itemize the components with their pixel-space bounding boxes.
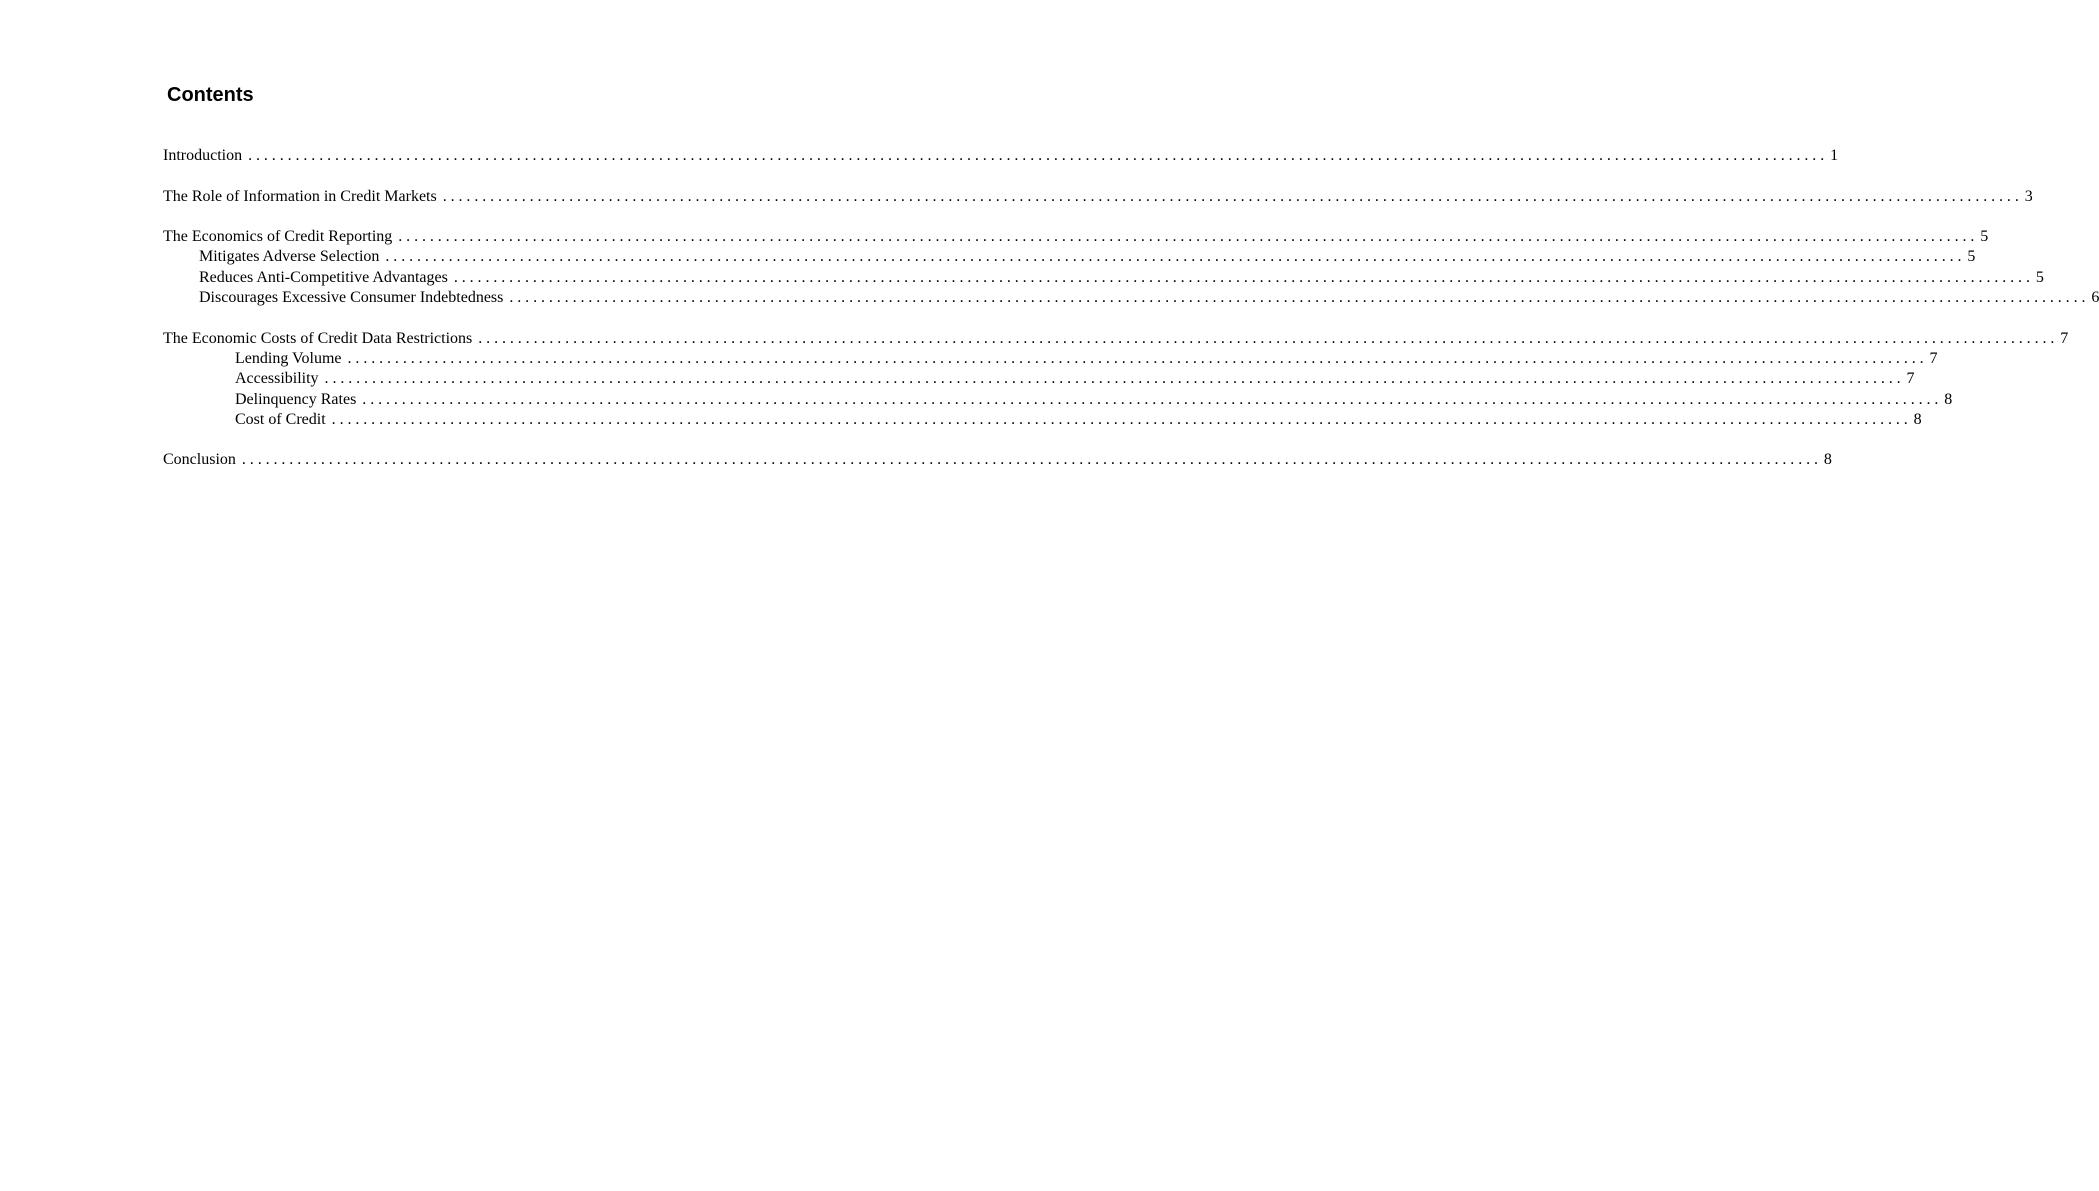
contents-heading: Contents xyxy=(167,84,254,106)
toc-entry-title: Reduces Anti-Competitive Advantages xyxy=(199,268,448,286)
toc-entry-title: The Economic Costs of Credit Data Restrictions xyxy=(163,329,473,347)
toc-entry-title: The Role of Information in Credit Markets xyxy=(163,187,437,205)
toc-entry-page: 7 xyxy=(2060,329,2069,347)
dot-leader: ........................................................................................................................................................................................................ xyxy=(362,390,1943,408)
toc-entry-title: Introduction xyxy=(163,147,243,164)
table-of-contents xyxy=(163,146,2099,471)
dot-leader: ........................................................................................................................................................................................................ xyxy=(347,349,1928,367)
dot-leader: ........................................................................................................................................................................................................ xyxy=(453,268,2034,286)
toc-entry-economics-of-credit-reporting[interactable] xyxy=(163,227,1989,247)
dot-leader: ........................................................................................................................................................................................................ xyxy=(248,147,1829,164)
toc-entry-title: Mitigates Adverse Selection xyxy=(199,248,380,266)
toc-entry-introduction[interactable] xyxy=(163,146,1839,166)
toc-entry-conclusion[interactable] xyxy=(163,450,1832,470)
dot-leader: ........................................................................................................................................................................................................ xyxy=(241,451,1822,469)
toc-entry-page: 1 xyxy=(1830,147,1839,164)
dot-leader: ........................................................................................................................................................................................................ xyxy=(398,228,1979,246)
toc-entry-title: Cost of Credit xyxy=(235,410,326,428)
toc-entry-lending-volume[interactable] xyxy=(163,349,1938,369)
dot-leader: ........................................................................................................................................................................................................ xyxy=(324,370,1905,388)
toc-entry-delinquency-rates[interactable] xyxy=(163,390,1953,410)
toc-entry-title: Delinquency Rates xyxy=(235,390,357,408)
dot-leader: ........................................................................................................................................................................................................ xyxy=(385,248,1966,266)
toc-entry-title: Discourages Excessive Consumer Indebtedness xyxy=(199,289,504,307)
toc-entry-page: 7 xyxy=(1929,349,1938,367)
toc-entry-cost-of-credit[interactable] xyxy=(163,410,1922,430)
toc-entry-economic-costs[interactable] xyxy=(163,329,2069,349)
dot-leader: ........................................................................................................................................................................................................ xyxy=(509,289,2090,307)
toc-entry-page: 8 xyxy=(1823,451,1832,469)
toc-entry-page: 7 xyxy=(1906,370,1915,388)
toc-entry-accessibility[interactable] xyxy=(163,369,1915,389)
toc-entry-page: 6 xyxy=(2091,289,2099,307)
toc-entry-title: The Economics of Credit Reporting xyxy=(163,228,393,246)
toc-entry-adverse-selection[interactable] xyxy=(163,247,1976,267)
dot-leader: ........................................................................................................................................................................................................ xyxy=(442,187,2023,205)
toc-entry-page: 8 xyxy=(1913,410,1922,428)
toc-entry-page: 3 xyxy=(2024,187,2033,205)
toc-entry-title: Lending Volume xyxy=(235,349,342,367)
toc-entry-indebtedness[interactable] xyxy=(163,288,2099,308)
toc-entry-page: 8 xyxy=(1944,390,1953,408)
toc-entry-page: 5 xyxy=(1980,228,1989,246)
toc-entry-title: Accessibility xyxy=(235,370,319,388)
toc-entry-anti-competitive[interactable] xyxy=(163,268,2044,288)
toc-entry-page: 5 xyxy=(1967,248,1976,266)
toc-entry-title: Conclusion xyxy=(163,451,236,469)
toc-entry-page: 5 xyxy=(2035,268,2044,286)
dot-leader: ........................................................................................................................................................................................................ xyxy=(478,329,2059,347)
dot-leader: ........................................................................................................................................................................................................ xyxy=(331,410,1912,428)
toc-entry-role-of-information[interactable] xyxy=(163,187,2033,207)
